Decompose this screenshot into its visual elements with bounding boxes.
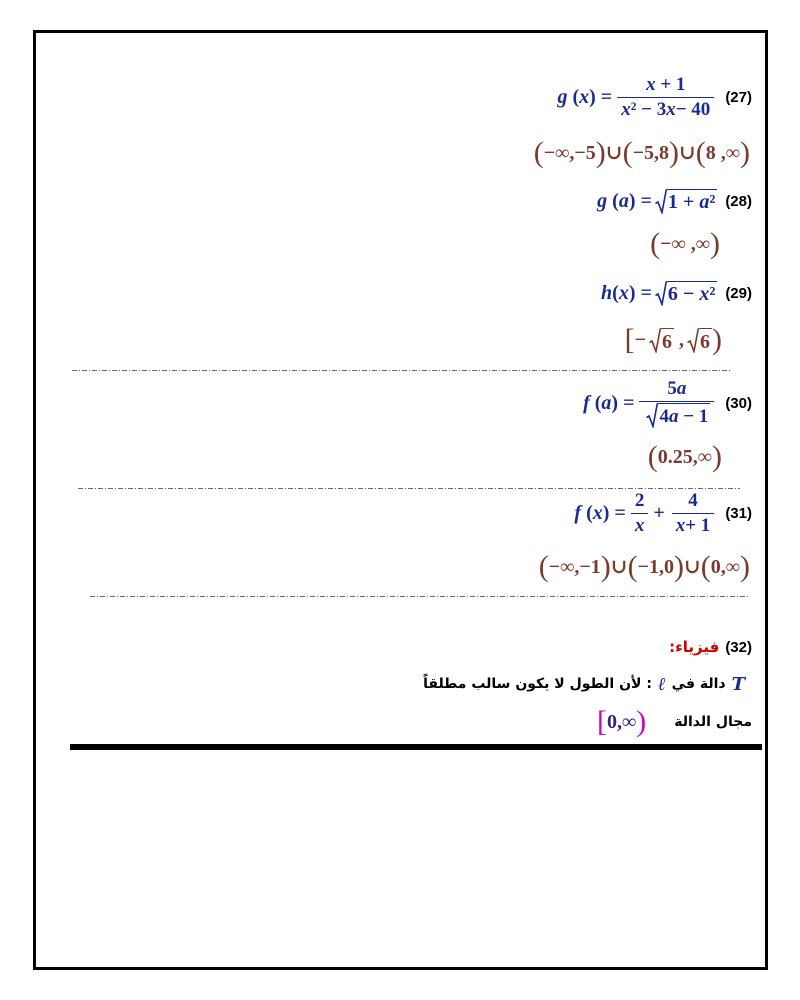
fraction-numerator: x + 1 (646, 73, 686, 95)
interval-bracket: ( (538, 550, 549, 583)
interval-bracket: ( (700, 550, 711, 583)
math-variable: x (621, 98, 631, 120)
interval-bracket: ) (673, 550, 684, 583)
problem-number: (32) (725, 638, 752, 656)
domain-interval: (−∞,−5)∪(−5,8)∪(8 ,∞) (533, 136, 750, 169)
problem-number: (27) (725, 88, 752, 106)
radicand: 4a − 1 (658, 403, 710, 428)
interval-bracket: ) (740, 136, 750, 169)
math-variable: x (675, 514, 686, 536)
math-variable: a (676, 378, 687, 399)
fraction-denominator (631, 513, 649, 537)
interval-bracket: ( (650, 227, 661, 260)
interval-bracket: ) (712, 440, 722, 473)
function-lhs: g (a) = (597, 189, 652, 212)
interval-bracket: ( (695, 136, 706, 169)
function-expression (574, 490, 717, 537)
separator-line (72, 370, 730, 371)
radical-sign (646, 403, 658, 428)
radical-sign (655, 281, 667, 306)
interval-bracket: ) (636, 705, 647, 738)
problem-28 (597, 186, 752, 216)
radicand: 6 − x² (667, 281, 717, 306)
radical-sign (687, 328, 699, 353)
math-variable: a (668, 405, 679, 427)
radicand: 6 (699, 328, 712, 353)
math-variable: g (597, 189, 608, 212)
domain-interval: (0.25,∞) (647, 440, 722, 473)
math-variable: x (699, 283, 710, 305)
variable-T: T (731, 673, 745, 695)
problem-30 (583, 378, 752, 428)
fraction (672, 490, 715, 537)
function-expression (601, 281, 717, 306)
problem-number: (28) (725, 192, 752, 210)
statement-text: دالة في (671, 676, 726, 692)
function-expression (583, 378, 717, 428)
plus-operator: + (653, 501, 665, 524)
physics-title: فيزياء: (669, 638, 720, 656)
radical-sign (655, 189, 667, 214)
problem-29 (601, 278, 752, 308)
function-lhs: f (a) = (583, 391, 635, 414)
math-variable: x (579, 85, 590, 108)
math-variable: f (583, 391, 590, 414)
problem-27 (557, 72, 752, 122)
problem-number: (31) (725, 504, 752, 522)
physics-domain (597, 706, 752, 738)
fraction (631, 490, 649, 537)
answer-27 (534, 136, 750, 170)
fraction-numerator: 4 (688, 489, 698, 511)
interval-bracket: ( (533, 136, 544, 169)
domain-interval: (−∞,−1)∪(−1,0)∪(0,∞) (538, 550, 750, 583)
function-lhs: h(x) = (601, 281, 652, 304)
answer-28 (650, 227, 720, 261)
fraction-denominator: x ² − 3 x − 40 (617, 97, 714, 121)
math-variable: x (618, 281, 629, 304)
physics-heading (669, 636, 752, 658)
math-variable: f (574, 501, 582, 524)
interval-bracket: ) (712, 322, 722, 356)
answer-31 (539, 550, 750, 584)
square-root (687, 328, 712, 353)
answer-29 (625, 323, 722, 357)
interval-bracket: ) (595, 136, 606, 169)
function-expression (557, 74, 717, 121)
square-root (655, 281, 717, 306)
function-lhs: g (x) = (557, 85, 613, 108)
interval-bracket: [ (624, 322, 635, 356)
interval-bracket: ) (740, 550, 750, 583)
function-expression (597, 189, 717, 214)
fraction (617, 74, 714, 121)
math-variable: x (666, 98, 676, 120)
domain-interval: [0,∞) (597, 705, 647, 738)
fraction-denominator: x + 1 (672, 513, 715, 537)
math-variable: x (592, 501, 603, 524)
physics-statement (423, 672, 745, 696)
interval-bracket: ) (710, 227, 720, 260)
interval-bracket: ) (600, 550, 611, 583)
interval-bracket: [ (597, 705, 607, 738)
math-variable: x (646, 73, 656, 95)
variable-l: ℓ (657, 673, 666, 695)
fraction-numerator: 5a (667, 378, 687, 399)
math-variable: h (601, 281, 613, 304)
square-root (649, 328, 674, 353)
math-variable: a (618, 189, 629, 212)
fraction (639, 378, 714, 428)
square-root (655, 189, 717, 214)
statement-reason: : لأن الطول لا يكون سالب مطلقاً (423, 676, 652, 692)
domain-interval: (−∞ ,∞) (650, 227, 720, 260)
separator-line (90, 596, 748, 597)
fraction-numerator: 2 (634, 489, 645, 511)
problem-number: (29) (725, 284, 752, 302)
math-variable: g (557, 85, 568, 108)
problem-31 (574, 490, 752, 536)
domain-label: مجال الدالة (674, 714, 752, 730)
fraction-denominator (639, 401, 714, 428)
interval-bracket: ( (627, 550, 638, 583)
math-variable: a (699, 191, 710, 213)
problem-number: (30) (725, 394, 752, 412)
answer-30 (648, 440, 722, 474)
radicand: 6 (661, 328, 674, 353)
section-rule (70, 744, 762, 750)
radical-sign (649, 328, 661, 353)
interval-bracket: ) (668, 136, 679, 169)
function-lhs: f (x) = (574, 501, 626, 524)
interval-bracket: ( (647, 440, 658, 473)
math-variable: a (601, 391, 612, 414)
math-variable: x (634, 514, 645, 536)
square-root (646, 403, 710, 428)
radicand: 1 + a² (667, 189, 717, 214)
interval-bracket: ( (622, 136, 633, 169)
domain-interval: [− 6 , 6 ) (624, 322, 722, 356)
